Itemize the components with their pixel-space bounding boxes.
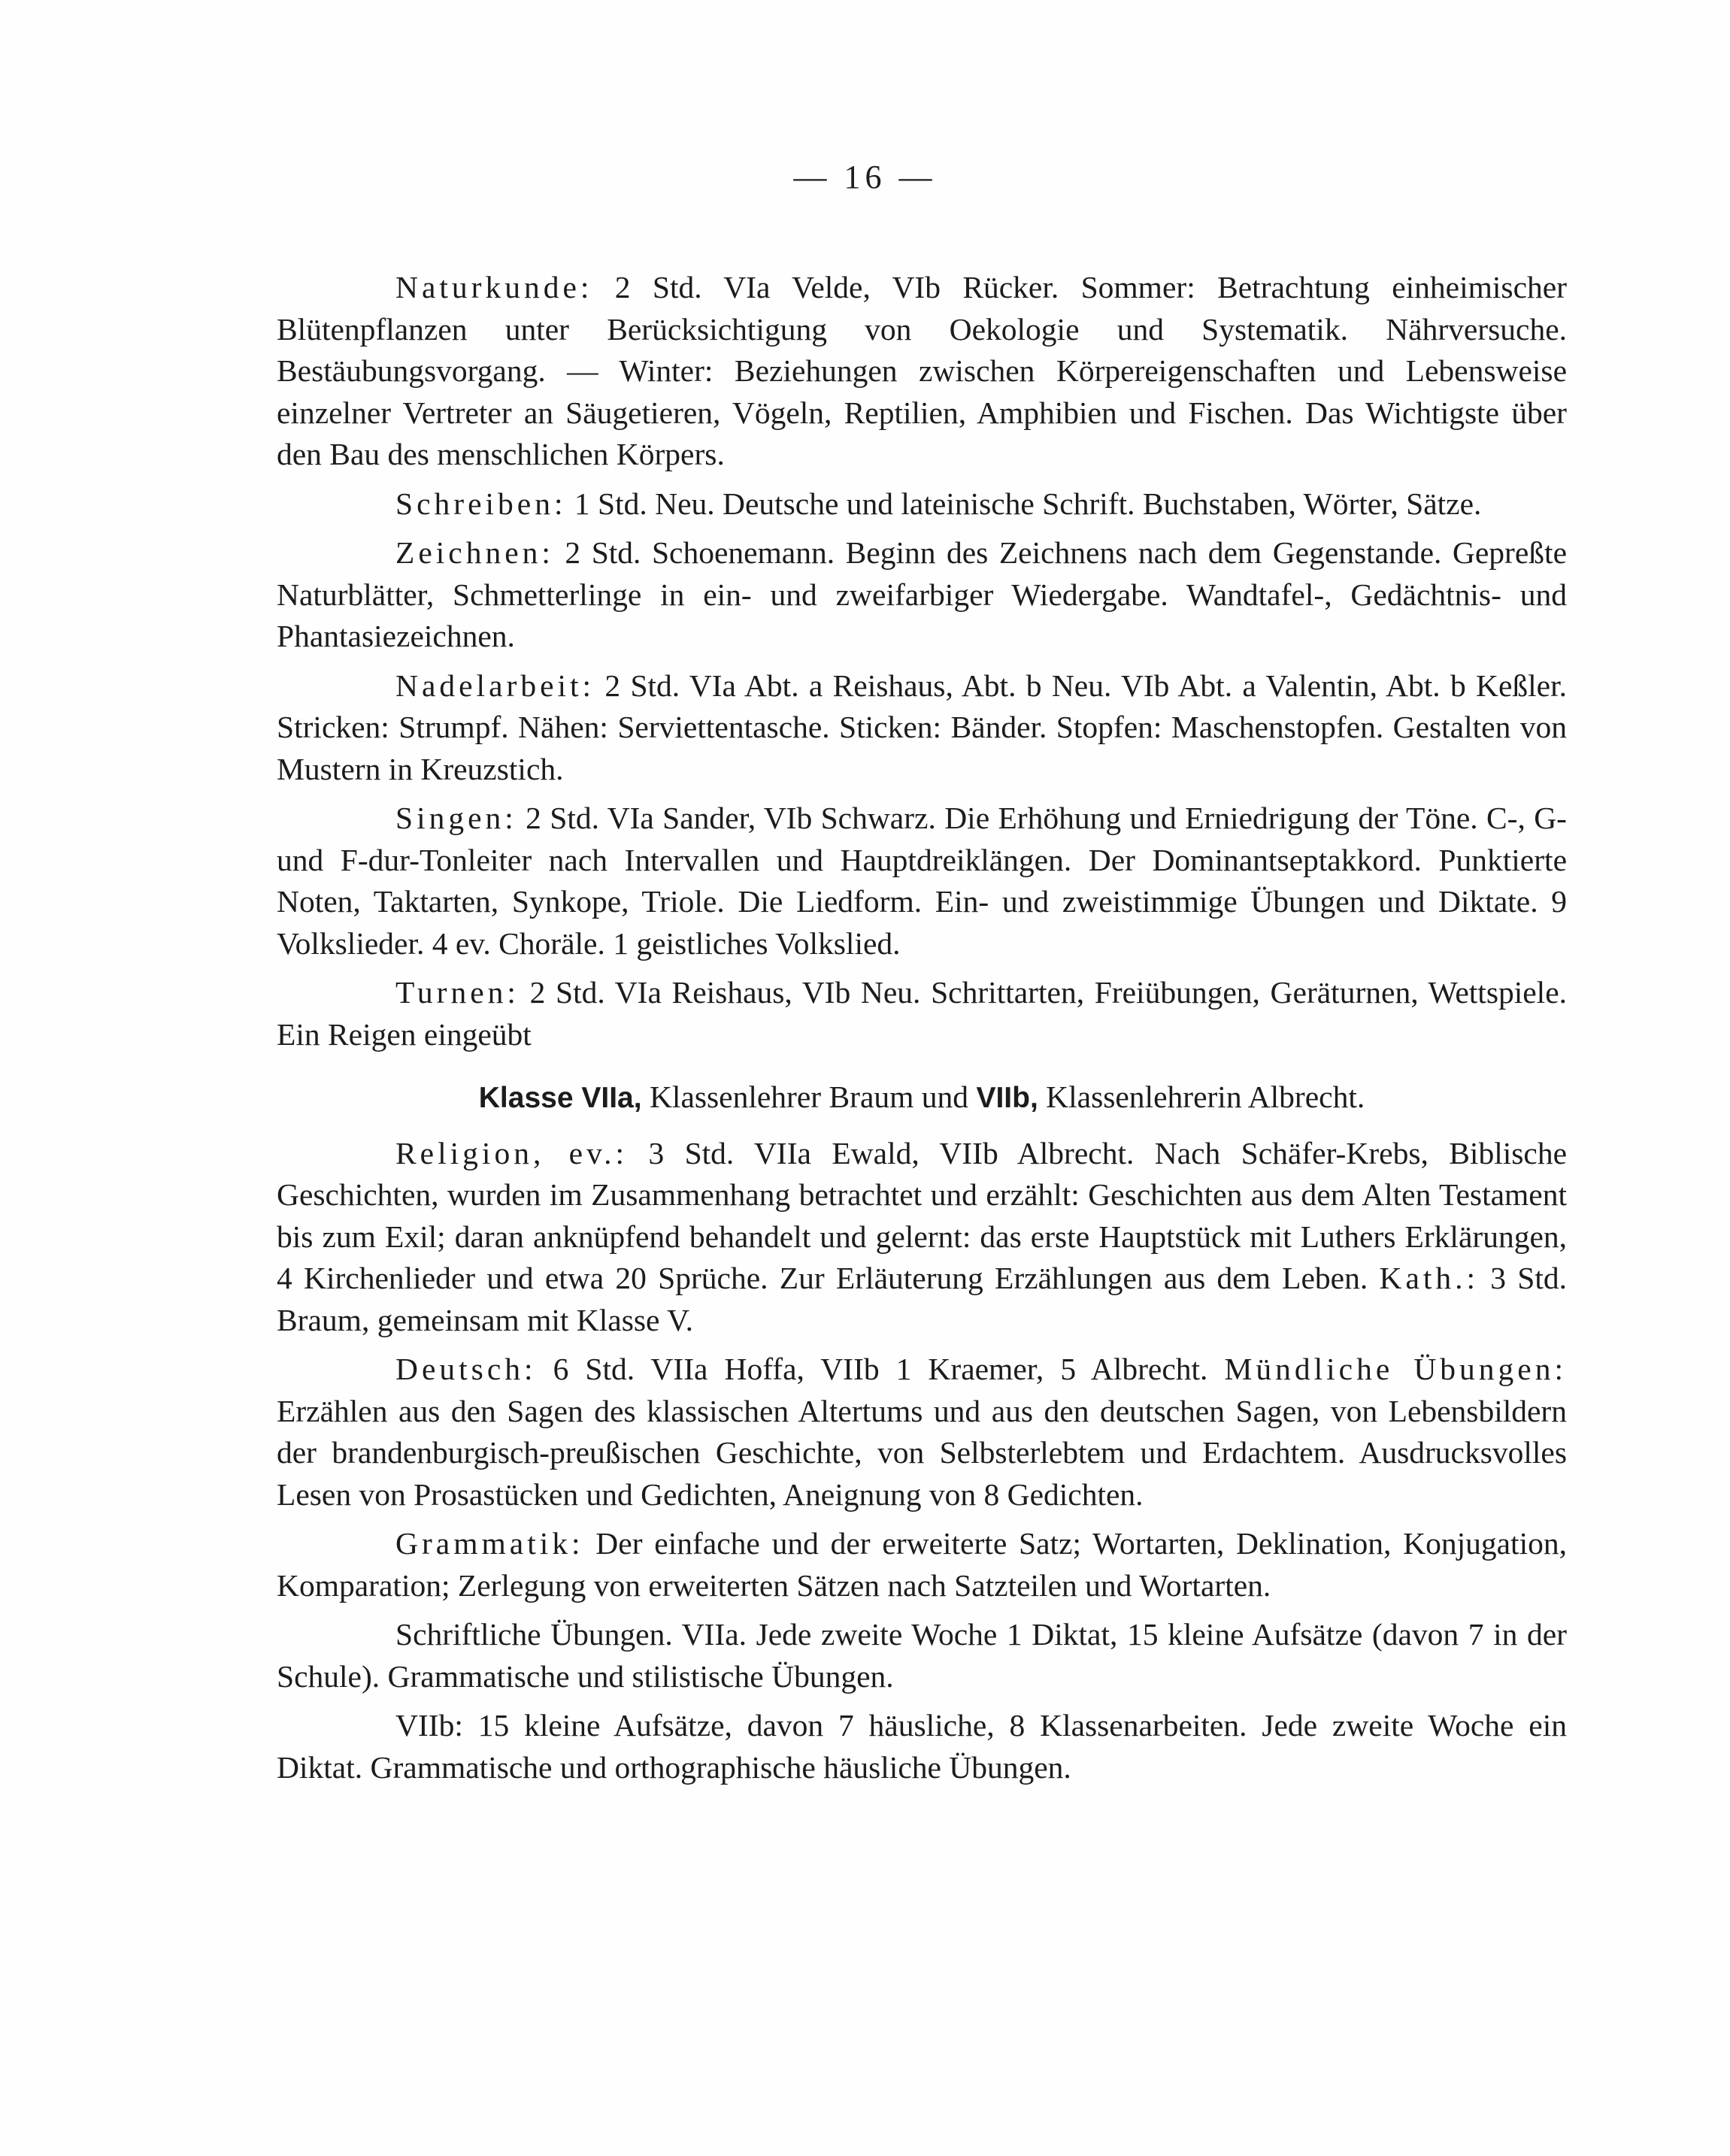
paragraph-text: 3 Std. VIIa Ewald, VIIb Albrecht. Nach Schäfer-Krebs, Biblische Geschichten, wurden im Zusammenhang betrachtet und erzählt: Geschichten aus dem Alten Testament bis zum Exil; daran anknüpfend behandelt und gelernt: das erste Hauptstück mit Luthers Erklärungen, 4 Kirchenlieder und etwa 20 Sprüche. Zur Erläuterung Erzählungen aus dem Leben. [277, 1135, 1567, 1295]
paragraph-schriftliche-uebungen [277, 1614, 1567, 1697]
paragraph-nadelarbeit [277, 665, 1567, 791]
paragraph-deutsch [277, 1349, 1567, 1516]
paragraph-zeichnen [277, 532, 1567, 658]
subject-label: Nadelarbeit: [395, 668, 595, 703]
subject-label: Religion, ev.: [395, 1135, 629, 1170]
subject-label: Turnen: [395, 975, 520, 1010]
subject-label: Grammatik: [395, 1526, 584, 1561]
class-teacher-b: Klassenlehrerin Albrecht. [1038, 1080, 1365, 1114]
document-body [277, 267, 1567, 1796]
paragraph-text: 2 Std. VIa Sander, VIb Schwarz. Die Erhöhung und Erniedrigung der Töne. C-, G- und F-dur-Tonleiter nach Intervallen und Hauptdreiklängen. Der Dominantseptakkord. Punktierte Noten, Taktarten, Synkope, Triole. Die Liedform. Ein- und zweistimmige Übungen und Diktate. 9 Volkslieder. 4 ev. Choräle. 1 geistliches Volkslied. [277, 801, 1567, 961]
paragraph-text: Der einfache und der erweiterte Satz; Wortarten, Deklination, Konjugation, Komparation; Zerlegung von erweiterten Sätzen nach Satzteilen und Wortarten. [277, 1526, 1567, 1603]
page-number: — 16 — [793, 159, 937, 195]
paragraph-text-secondary: Erzählen aus den Sagen des klassischen Altertums und aus den deutschen Sagen, von Lebensbildern der brandenburgisch-preußischen Geschichte, von Selbsterlebtem und Erdachtem. Ausdrucksvolles Lesen von Prosastücken und Gedichten, Aneignung von 8 Gedichten. [277, 1393, 1567, 1512]
paragraph-turnen [277, 972, 1567, 1055]
subject-label: Singen: [395, 801, 517, 835]
subject-label: Schreiben: [395, 486, 567, 521]
paragraph-schreiben [277, 483, 1567, 525]
paragraph-text: 2 Std. Schoenemann. Beginn des Zeichnens nach dem Gegenstande. Gepreßte Naturblätter, Schmetterlinge in ein- und zweifarbiger Wiedergabe. Wandtafel-, Gedächtnis- und Phantasiezeichnen. [277, 535, 1567, 653]
paragraph-text-secondary: 3 Std. Braum, gemeinsam mit Klasse V. [277, 1261, 1567, 1337]
paragraph-text: 2 Std. VIa Abt. a Reishaus, Abt. b Neu. VIb Abt. a Valentin, Abt. b Keßler. Stricken: Strumpf. Nähen: Serviettentasche. Sticken: Bänder. Stopfen: Maschenstopfen. Gestalten von Mustern in Kreuzstich. [277, 668, 1567, 786]
paragraph-naturkunde [277, 267, 1567, 476]
paragraph-text: Schriftliche Übungen. VIIa. Jede zweite Woche 1 Diktat, 15 kleine Aufsätze (davon 7 in der Schule). Grammatische und stilistische Übungen. [277, 1617, 1567, 1694]
class-name-b: VIIb, [976, 1082, 1038, 1114]
paragraph-text: 1 Std. Neu. Deutsche und lateinische Schrift. Buchstaben, Wörter, Sätze. [566, 486, 1482, 521]
paragraph-religion [277, 1133, 1567, 1342]
paragraph-text: VIIb: 15 kleine Aufsätze, davon 7 häusliche, 8 Klassenarbeiten. Jede zweite Woche ein Diktat. Grammatische und orthographische häusliche Übungen. [277, 1708, 1567, 1785]
subject-label-secondary: Kath.: [1379, 1261, 1480, 1295]
paragraph-text: 2 Std. VIa Velde, VIb Rücker. Sommer: Betrachtung einheimischer Blütenpflanzen unter Berücksichtigung von Oekologie und Systematik. Nährversuche. Bestäubungsvorgang. — Winter: Beziehungen zwischen Körpereigenschaften und Lebensweise einzelner Vertreter an Säugetieren, Vögeln, Reptilien, Amphibien und Fischen. Das Wichtigste über den Bau des menschlichen Körpers. [277, 270, 1567, 471]
class-heading [277, 1076, 1567, 1119]
subject-label-secondary: Mündliche Übungen: [1224, 1352, 1567, 1386]
class-teacher-a: Klassenlehrer Braum und [641, 1080, 977, 1114]
subject-label: Zeichnen: [395, 535, 554, 570]
paragraph-text: 6 Std. VIIa Hoffa, VIIb 1 Kraemer, 5 Albrecht. [536, 1352, 1225, 1386]
paragraph-grammatik [277, 1523, 1567, 1606]
paragraph-singen [277, 798, 1567, 964]
paragraph-text: 2 Std. VIa Reishaus, VIb Neu. Schrittarten, Freiübungen, Geräturnen, Wettspiele. Ein Reigen eingeübt [277, 975, 1567, 1052]
paragraph-viib [277, 1705, 1567, 1788]
subject-label: Naturkunde: [395, 270, 593, 304]
subject-label: Deutsch: [395, 1352, 537, 1386]
class-name-a: Klasse VIIa, [478, 1082, 642, 1114]
